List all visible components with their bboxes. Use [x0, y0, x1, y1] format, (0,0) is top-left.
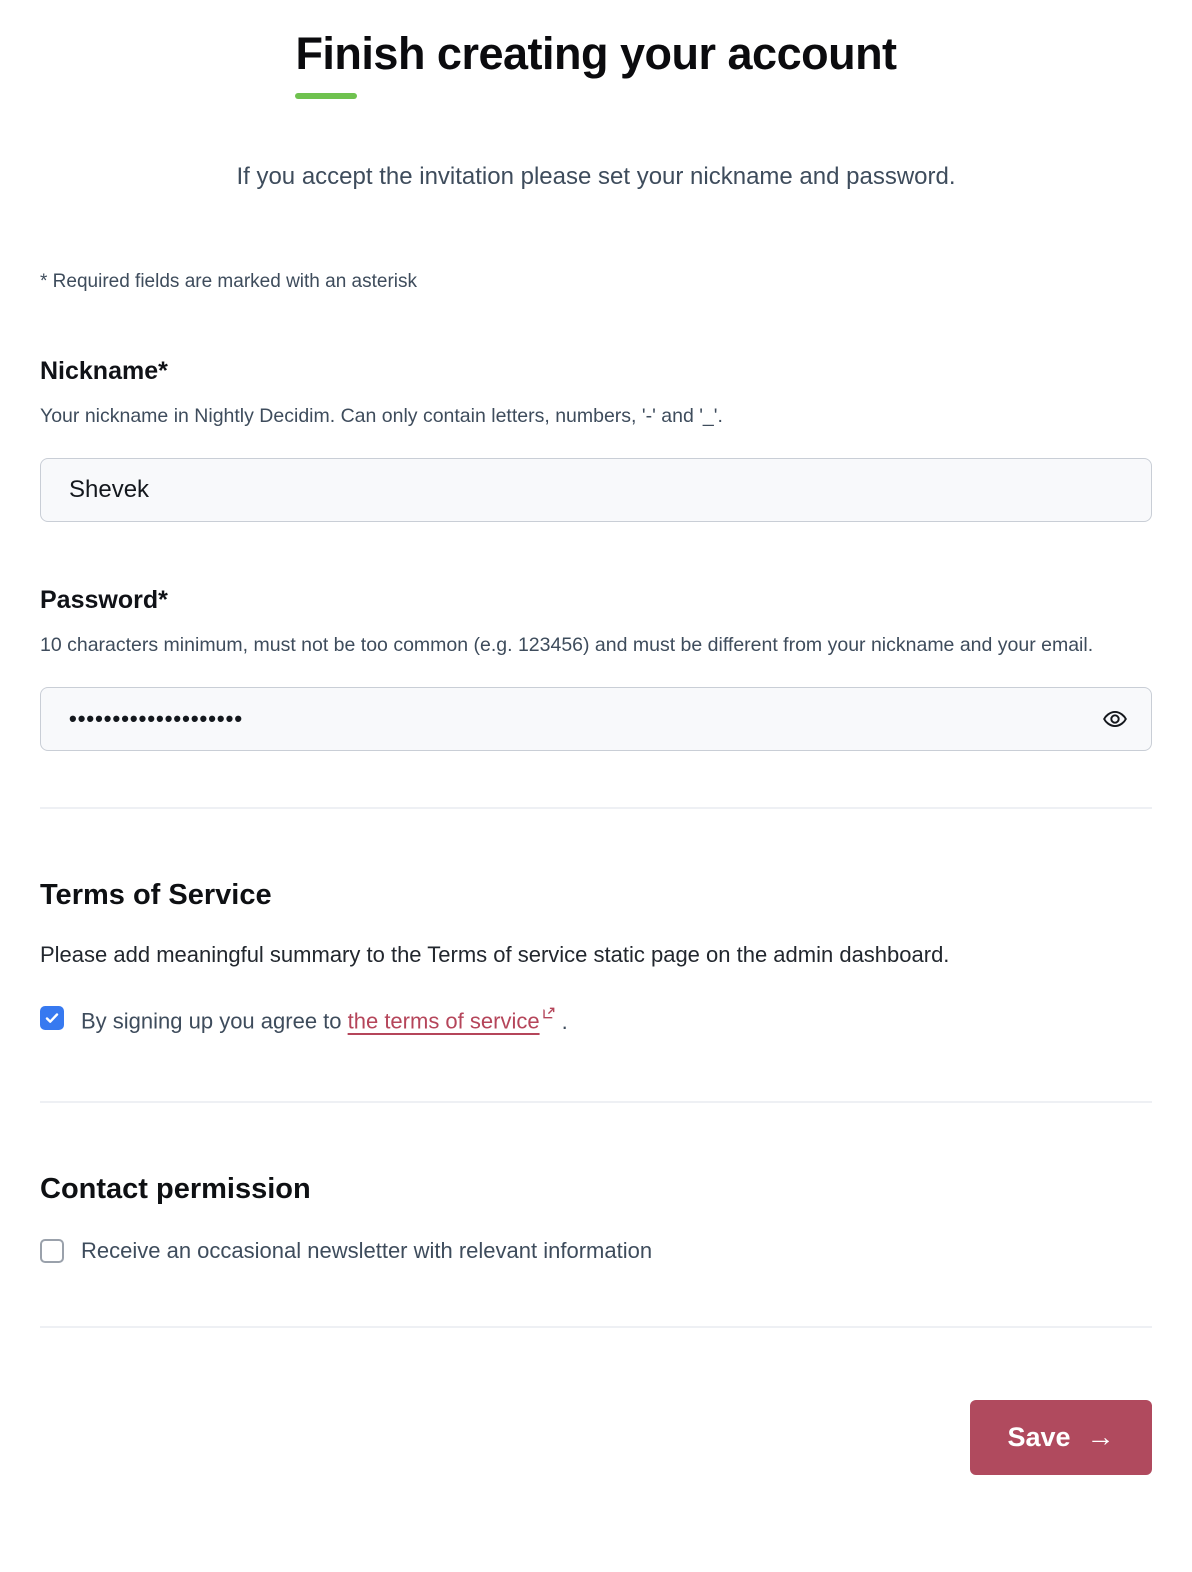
nickname-input[interactable] — [40, 458, 1152, 522]
terms-checkbox-label — [81, 1000, 568, 1034]
terms-label-suffix: . — [561, 1008, 568, 1034]
page-title: Finish creating your account — [295, 28, 897, 79]
terms-section — [40, 879, 1152, 1034]
title-accent-bar — [295, 93, 357, 99]
nickname-help-text: Your nickname in Nightly Decidim. Can only contain letters, numbers, '-' and '_'. — [40, 404, 723, 427]
page-subtitle: If you accept the invitation please set your nickname and password. — [236, 162, 956, 190]
newsletter-checkbox-label: Receive an occasional newsletter with relevant information — [81, 1237, 653, 1263]
save-button[interactable] — [970, 1400, 1152, 1475]
section-divider — [40, 807, 1152, 809]
password-input[interactable] — [40, 687, 1152, 751]
password-label: Password* — [40, 586, 168, 615]
external-link-icon — [542, 1000, 556, 1026]
terms-checkbox-row — [40, 1000, 1152, 1034]
contact-permission-heading: Contact permission — [40, 1172, 311, 1205]
terms-heading: Terms of Service — [40, 879, 272, 912]
terms-of-service-link[interactable]: the terms of service — [347, 1008, 540, 1034]
newsletter-checkbox[interactable] — [40, 1239, 64, 1263]
terms-label-prefix: By signing up you agree to — [81, 1008, 348, 1034]
checkmark-icon — [44, 1010, 60, 1026]
newsletter-checkbox-row — [40, 1238, 1152, 1264]
arrow-right-icon: → — [1086, 1421, 1115, 1453]
nickname-field-group — [40, 357, 1152, 522]
password-field-group — [40, 586, 1152, 751]
section-divider — [40, 1101, 1152, 1103]
toggle-password-visibility-button[interactable] — [1098, 702, 1132, 736]
password-help-text: 10 characters minimum, must not be too common (e.g. 123456) and must be different from your nickname and your email. — [40, 634, 1094, 657]
terms-checkbox[interactable] — [40, 1006, 64, 1030]
form-actions — [40, 1400, 1152, 1475]
required-fields-note: * Required fields are marked with an asterisk — [40, 270, 418, 292]
page-header — [40, 28, 1152, 99]
nickname-label: Nickname* — [40, 356, 168, 385]
terms-description: Please add meaningful summary to the Terms of service static page on the admin dashboard. — [40, 942, 950, 968]
save-button-label: Save — [1007, 1421, 1071, 1452]
contact-permission-section — [40, 1173, 1152, 1264]
section-divider — [40, 1326, 1152, 1328]
eye-icon — [1102, 706, 1128, 732]
